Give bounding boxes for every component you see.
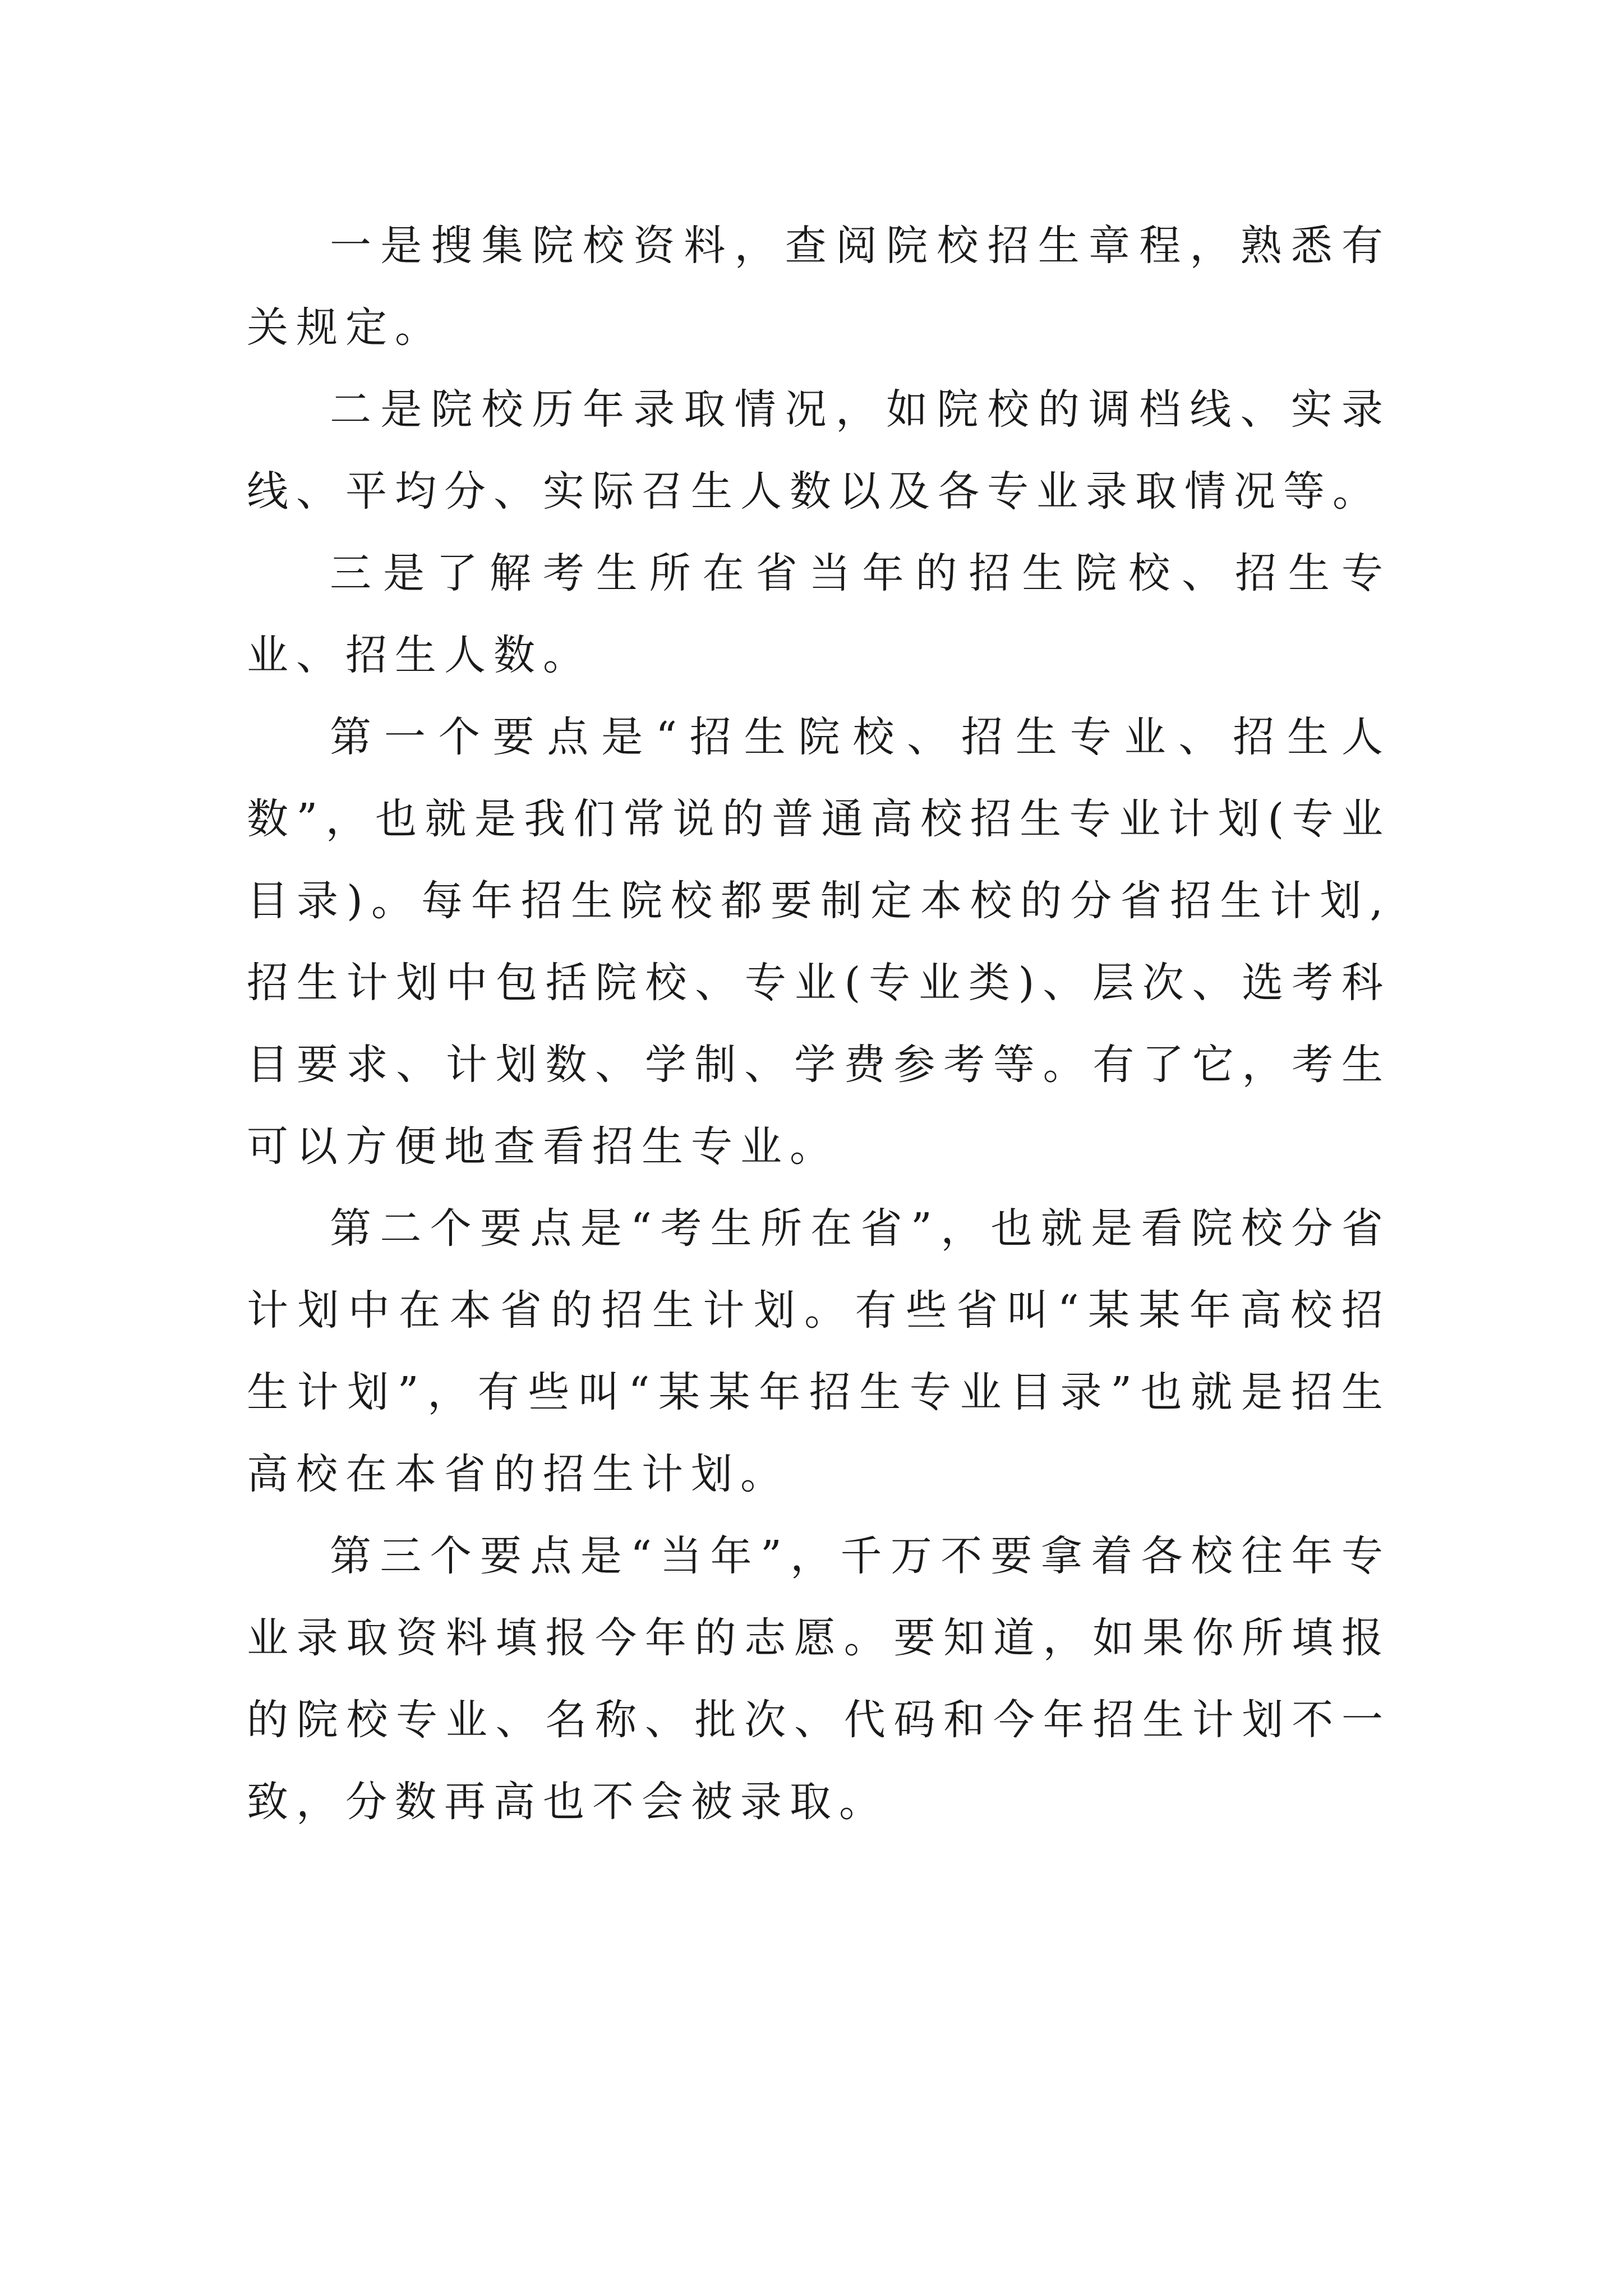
paragraph-4: 第一个要点是“招生院校、招生专业、招生人数”，也就是我们常说的普通高校招生专业计划(专业目录)。每年招生院校都要制定本校的分省招生计划,招生计划中包括院校、专业(专业类)、层次、选考科目要求、计划数、学制、学费参考等。有了它，考生可以方便地查看招生专业。 [247, 713, 1391, 1171]
paragraph-1: 一是搜集院校资料，查阅院校招生章程，熟悉有关规定。 [247, 222, 1391, 352]
body-text [247, 205, 1391, 1843]
paragraph-3: 三是了解考生所在省当年的招生院校、招生专业、招生人数。 [247, 549, 1391, 679]
paragraph-6: 第三个要点是“当年”，千万不要拿着各校往年专业录取资料填报今年的志愿。要知道，如果你所填报的院校专业、名称、批次、代码和今年招生计划不一致，分数再高也不会被录取。 [247, 1532, 1391, 1826]
paragraph-5: 第二个要点是“考生所在省”，也就是看院校分省计划中在本省的招生计划。有些省叫“某某年高校招生计划”，有些叫“某某年招生专业目录”也就是招生高校在本省的招生计划。 [247, 1204, 1391, 1498]
paragraph-2: 二是院校历年录取情况，如院校的调档线、实录线、平均分、实际召生人数以及各专业录取情况等。 [247, 385, 1391, 516]
